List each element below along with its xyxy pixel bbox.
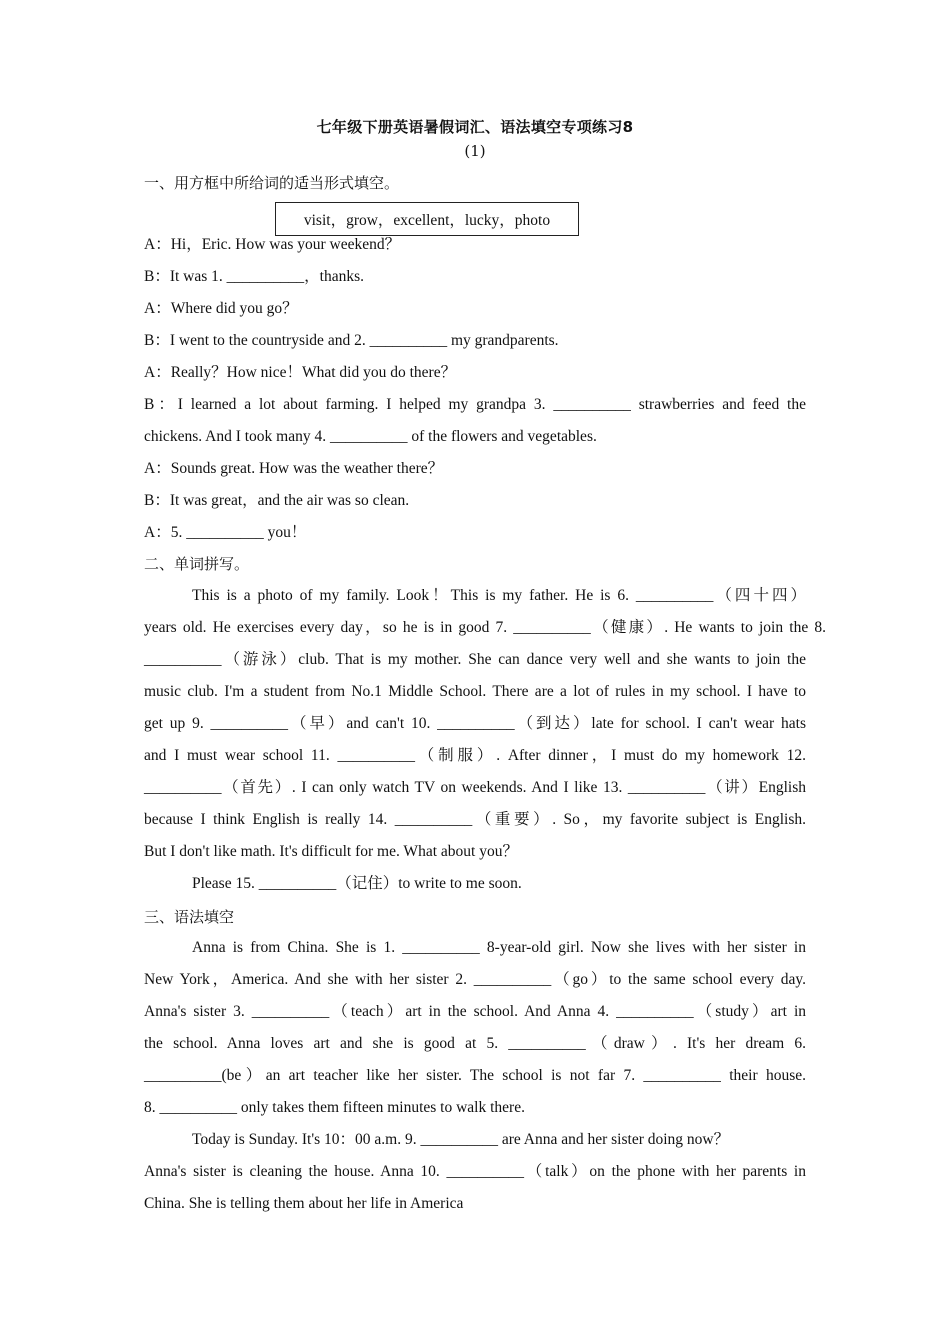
passage-line: Please 15. __________（记住）to write to me soon.	[192, 875, 522, 892]
dialogue-line: A：Really？How nice！What did you do there？	[144, 364, 457, 381]
section3-heading: 三、语法填空	[144, 908, 235, 926]
passage-line: and I must wear school 11. __________（制服）. After dinner，I must do my homework 12.	[144, 747, 806, 764]
dialogue-line: B：It was great，and the air was so clean.	[144, 492, 410, 509]
section2-heading: 二、单词拼写。	[144, 555, 250, 573]
passage-line: China. She is telling them about her life in America	[144, 1195, 464, 1212]
passage-line: Anna's sister 3. __________（teach）art in the school. And Anna 4. __________（study）art in	[144, 1003, 806, 1020]
passage-line: __________（游泳）club. That is my mother. She can dance very well and she wants to join the	[144, 651, 806, 668]
dialogue-line: chickens. And I took many 4. __________ of the flowers and vegetables.	[144, 428, 597, 445]
dialogue-line: A：Sounds great. How was the weather there？	[144, 460, 444, 477]
passage-line: But I don't like math. It's difficult for me. What about you？	[144, 843, 518, 860]
passage-line: __________(be）an art teacher like her sister. The school is not far 7. __________ their house.	[144, 1067, 806, 1084]
passage-line: because I think English is really 14. __________（重要）. So，my favorite subject is English.	[144, 811, 806, 828]
section1-heading: 一、用方框中所给词的适当形式填空。	[144, 174, 400, 192]
dialogue-line: A：5. __________ you！	[144, 524, 307, 541]
passage-line: Anna is from China. She is 1. __________ 8-year-old girl. Now she lives with her sister in	[192, 939, 806, 956]
passage-line: This is a photo of my family. Look！This is my father. He is 6. __________（四十四）	[192, 587, 806, 604]
dialogue-line: A：Where did you go？	[144, 300, 298, 317]
passage-line: Today is Sunday. It's 10：00 a.m. 9. __________ are Anna and her sister doing now？	[192, 1131, 730, 1148]
passage-line: 8. __________ only takes them fifteen minutes to walk there.	[144, 1099, 525, 1116]
dialogue-line: B：It was 1. __________，thanks.	[144, 268, 365, 285]
passage-line: music club. I'm a student from No.1 Middle School. There are a lot of rules in my school. I have to	[144, 683, 806, 700]
dialogue-line: B：I learned a lot about farming. I helped my grandpa 3. __________ strawberries and feed the	[144, 396, 806, 413]
word-box: visit，grow，excellent，lucky，photo	[275, 202, 579, 236]
page-title: 七年级下册英语暑假词汇、语法填空专项练习8	[316, 118, 634, 136]
passage-line: Anna's sister is cleaning the house. Anna 10. __________（talk）on the phone with her parents in	[144, 1163, 806, 1180]
passage-line: New York，America. And she with her sister 2. __________（go）to the same school every day.	[144, 971, 806, 988]
dialogue-line: A：Hi，Eric. How was your weekend？	[144, 236, 401, 253]
passage-line: years old. He exercises every day，so he is in good 7. __________（健康）. He wants to join the 8.	[144, 619, 826, 636]
dialogue-line: B：I went to the countryside and 2. __________ my grandparents.	[144, 332, 559, 349]
passage-line: __________（首先）. I can only watch TV on weekends. And I like 13. __________（讲）English	[144, 779, 806, 796]
passage-line: the school. Anna loves art and she is good at 5. __________（draw）. It's her dream 6.	[144, 1035, 806, 1052]
passage-line: get up 9. __________（早）and can't 10. __________（到达）late for school. I can't wear hats	[144, 715, 806, 732]
page-subtitle: (1)	[464, 142, 486, 160]
